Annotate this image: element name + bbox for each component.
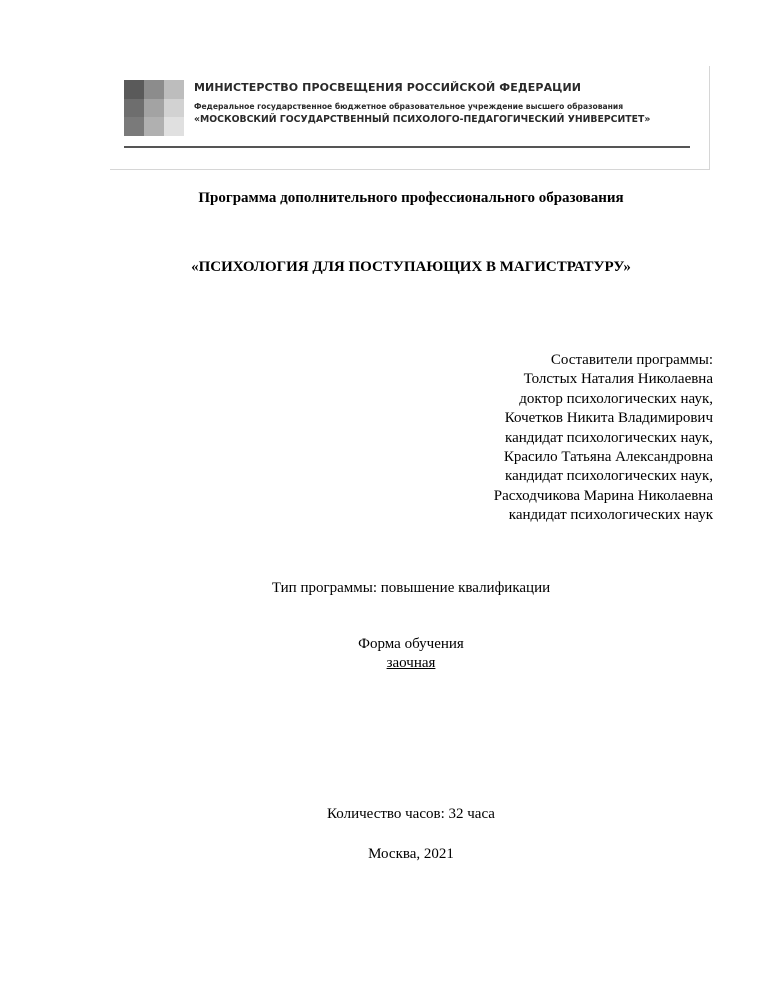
logo-cell [124,80,144,99]
course-title: «ПСИХОЛОГИЯ ДЛЯ ПОСТУПАЮЩИХ В МАГИСТРАТУРУ» [191,259,631,275]
logo-cell [124,117,144,136]
author-line: Толстых Наталия Николаевна [523,371,713,388]
city-year: Москва, 2021 [368,846,454,862]
author-line: кандидат психологических наук [508,507,713,524]
letterhead-rule [124,146,690,148]
program-kind: Тип программы: повышение квалификации [271,580,551,596]
logo-cell [164,99,184,118]
logo-cell [164,117,184,136]
logo-cell [144,99,164,118]
author-line: доктор психологических наук, [519,390,713,407]
program-type-title: Программа дополнительного профессионального образования [198,190,624,206]
author-line: Кочетков Никита Владимирович [504,410,713,427]
author-line: кандидат психологических наук, [505,429,713,446]
study-form-value: заочная [386,655,436,671]
authors-block [494,351,713,526]
logo-cell [144,80,164,99]
author-line: Красило Татьяна Александровна [503,449,713,466]
hours: Количество часов: 32 часа [327,806,495,822]
university-name: «МОСКОВСКИЙ ГОСУДАРСТВЕННЫЙ ПСИХОЛОГО-ПЕДАГОГИЧЕСКИЙ УНИВЕРСИТЕТ» [194,114,651,125]
study-form-value-wrap [0,655,768,672]
author-line: кандидат психологических наук, [505,468,713,485]
author-line: Расходчикова Марина Николаевна [493,487,713,504]
authors-heading: Составители программы: [550,352,713,368]
institution-type: Федеральное государственное бюджетное образовательное учреждение высшего образования [194,102,624,111]
logo-cell [144,117,164,136]
study-form-label: Форма обучения [358,636,464,652]
logo-cell [124,99,144,118]
letterhead-text [194,80,704,125]
university-logo [124,80,184,136]
logo-cell [164,80,184,99]
ministry-name: МИНИСТЕРСТВО ПРОСВЕЩЕНИЯ РОССИЙСКОЙ ФЕДЕРАЦИИ [194,81,582,94]
